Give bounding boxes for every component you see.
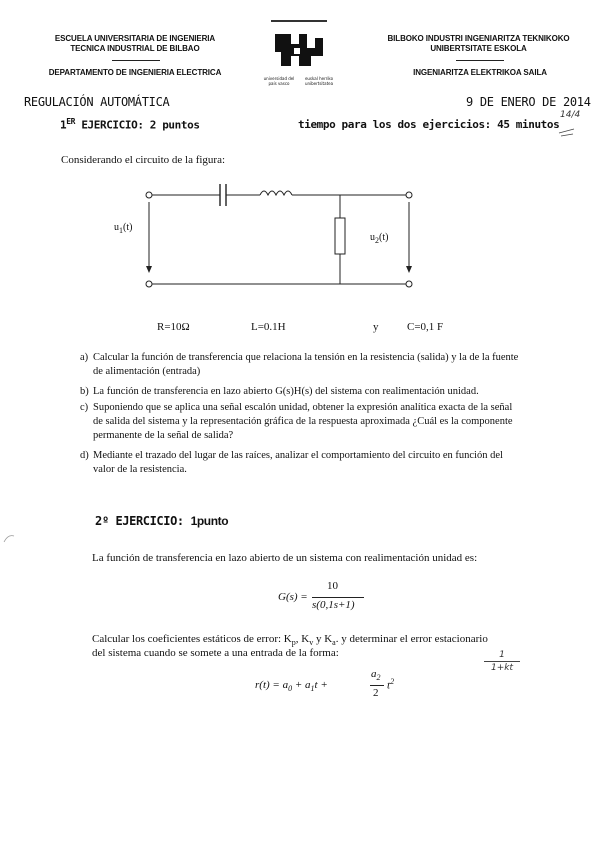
input-terminal-top [146, 192, 152, 198]
g-fraction-bar [312, 597, 364, 598]
g-lhs: G(s) = [278, 591, 308, 603]
subject-title: REGULACIÓN AUTOMÁTICA [24, 95, 170, 109]
question-c: c) Suponiendo que se aplica una señal escalón unidad, obtener la expresión analítica exacta de la señal de salida del sistema y la representación gráfica de la respuesta aproximada ¿Cuál es la componente permanente de la señal de salida? [80, 402, 513, 441]
school-name-eu [366, 34, 591, 54]
question-b: b) La función de transferencia en lazo abierto G(s)H(s) del sistema con realimentación unidad. [80, 386, 479, 397]
ex2-task-line1: Calcular los coeficientes estáticos de error: $K_p$, $K_v$ y $K_a$. y determinar el error estacionario [92, 633, 488, 648]
logo-mark-icon [267, 26, 331, 74]
ex2-intro: La función de transferencia en lazo abierto de un sistema con realimentación unidad es: [92, 552, 478, 564]
capacitance-value: C=0,1 F [407, 321, 444, 333]
question-a: a) Calcular la función de transferencia que relaciona la tensión en la resistencia (salida) y la de la fuente de alimentación (entrada) [80, 352, 519, 377]
handwritten-scribble-icon [558, 125, 576, 137]
inductor-coil [260, 191, 292, 195]
inductance-value: L=0.1H [251, 321, 286, 333]
exam-date: 9 DE ENERO DE 2014 [466, 95, 591, 109]
exercise-2-heading: 2º EJERCICIO: 1punto [95, 514, 229, 528]
ex1-label: EJERCICIO: 2 puntos [81, 118, 200, 132]
question-d: d) Mediante el trazado del lugar de las raíces, analizar el comportamiento del circuito en función del valor de la resistencia. [80, 450, 503, 475]
u1-label: $u_1(t)$ [114, 222, 133, 235]
university-logo [263, 20, 334, 88]
input-terminal-bottom [146, 281, 152, 287]
ex1-intro: Considerando el circuito de la figura: [61, 154, 226, 166]
right-header-rule [456, 60, 504, 61]
conjunction-y: y [373, 321, 379, 333]
resistor [335, 218, 345, 254]
ex2-task-line2: del sistema cuando se somete a una entrada de la forma: [92, 647, 339, 659]
output-terminal-top [406, 192, 412, 198]
ex1-number: 1 [60, 118, 67, 132]
r-fraction-bar [370, 685, 384, 686]
school-name-es [30, 34, 240, 54]
school-line-eu-1: BILBOKO INDUSTRI INGENIARITZA TEKNIKOKO [387, 34, 570, 43]
logo-caption-right: euskal herriko unibertsitatea [304, 76, 334, 86]
department-eu: INGENIARITZA ELEKTRIKOA SAILA [413, 68, 547, 77]
g-denominator: s(0,1s+1) [312, 599, 355, 611]
handwritten-note-bottom: 1 1+kt [482, 650, 522, 673]
school-line-eu-2: UNIBERTSITATE ESKOLA [430, 44, 527, 53]
output-terminal-bottom [406, 281, 412, 287]
input-signal-formula: $r(t) = a_0 + a_1t$ + $a_2$ 2 $t^2$ [255, 668, 395, 699]
logo-caption-left: universidad del país vasco [263, 76, 295, 86]
margin-mark-icon [2, 532, 16, 544]
handwritten-note-top: 14/4 [560, 110, 581, 120]
resistance-value: R=10Ω [157, 321, 190, 333]
transfer-function-formula [272, 580, 392, 616]
g-numerator: 10 [327, 580, 338, 592]
left-header-rule [112, 60, 160, 61]
school-line-1: ESCUELA UNIVERSITARIA DE INGENIERIA [54, 34, 216, 43]
u2-label: $u_2(t)$ [370, 232, 389, 245]
time-allowed: tiempo para los dos ejercicios: 45 minutos [298, 118, 560, 131]
exercise-1-heading [60, 117, 200, 132]
ex1-sup: ER [66, 117, 76, 126]
school-line-2: TECNICA INDUSTRIAL DE BILBAO [70, 44, 200, 53]
department-es: DEPARTAMENTO DE INGENIERIA ELECTRICA [48, 68, 222, 77]
